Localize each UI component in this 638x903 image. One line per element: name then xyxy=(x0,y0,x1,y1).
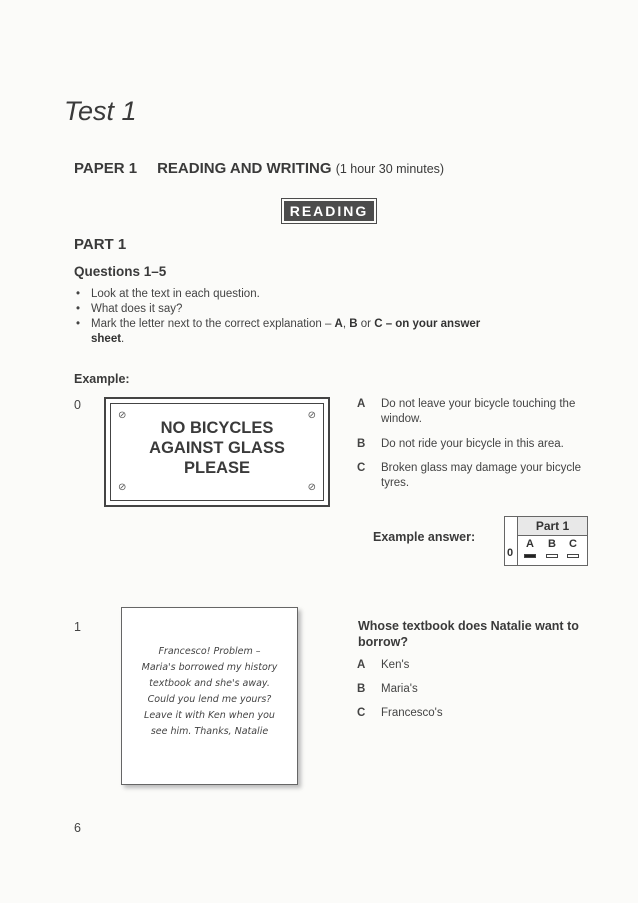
question-option-b: B Maria's xyxy=(357,683,418,695)
answer-row-number: 0 xyxy=(507,547,514,559)
question-option-a: A Ken's xyxy=(357,659,410,671)
example-sign xyxy=(104,397,330,507)
answer-letter: B xyxy=(548,538,556,550)
answer-letter: A xyxy=(526,538,534,550)
answer-sheet-box xyxy=(504,516,588,566)
example-option-c: C Broken glass may damage your bicycle tyres. xyxy=(357,462,582,489)
example-number: 0 xyxy=(74,398,81,412)
answer-mark-c xyxy=(567,554,579,558)
instructions-list xyxy=(74,287,494,347)
answer-sheet-header: Part 1 xyxy=(517,517,587,536)
question-option-c: C Francesco's xyxy=(357,707,443,719)
part-heading: PART 1 xyxy=(74,236,127,253)
screw-icon: ⊘ xyxy=(307,482,316,493)
example-label: Example: xyxy=(74,372,130,386)
questions-heading: Questions 1–5 xyxy=(74,264,167,279)
page-number: 6 xyxy=(74,821,81,835)
question-number: 1 xyxy=(74,620,81,634)
example-option-a: A Do not leave your bicycle touching the window. xyxy=(357,398,576,425)
instruction-item: • Mark the letter next to the correct explanation – A, B or C – on your answer sheet. xyxy=(74,317,494,347)
note-text: Francesco! Problem – Maria's borrowed my history textbook and she's away. Could you lend me yours? Leave it with Ken when you see him. Thanks, Natalie xyxy=(141,646,278,737)
screw-icon: ⊘ xyxy=(118,410,127,421)
example-option-b: B Do not ride your bicycle in this area. xyxy=(357,438,564,450)
paper-subject: READING AND WRITING xyxy=(157,160,332,177)
paper-number: PAPER 1 xyxy=(74,160,138,177)
screw-icon: ⊘ xyxy=(307,410,316,421)
test-title: Test 1 xyxy=(64,96,137,126)
handwritten-note xyxy=(121,607,298,785)
section-badge: READING xyxy=(284,201,374,221)
answer-letter: C xyxy=(569,538,577,550)
instruction-item: • What does it say? xyxy=(74,302,494,317)
answer-mark-b xyxy=(546,554,558,558)
sign-text: NO BICYCLES AGAINST GLASS PLEASE xyxy=(149,419,285,477)
question-text: Whose textbook does Natalie want to borrow? xyxy=(358,619,579,649)
paper-duration: (1 hour 30 minutes) xyxy=(335,162,445,176)
instruction-item: • Look at the text in each question. xyxy=(74,287,494,302)
answer-mark-a xyxy=(524,554,536,558)
screw-icon: ⊘ xyxy=(118,482,127,493)
paper-heading xyxy=(74,160,444,177)
example-answer-label: Example answer: xyxy=(373,530,476,544)
